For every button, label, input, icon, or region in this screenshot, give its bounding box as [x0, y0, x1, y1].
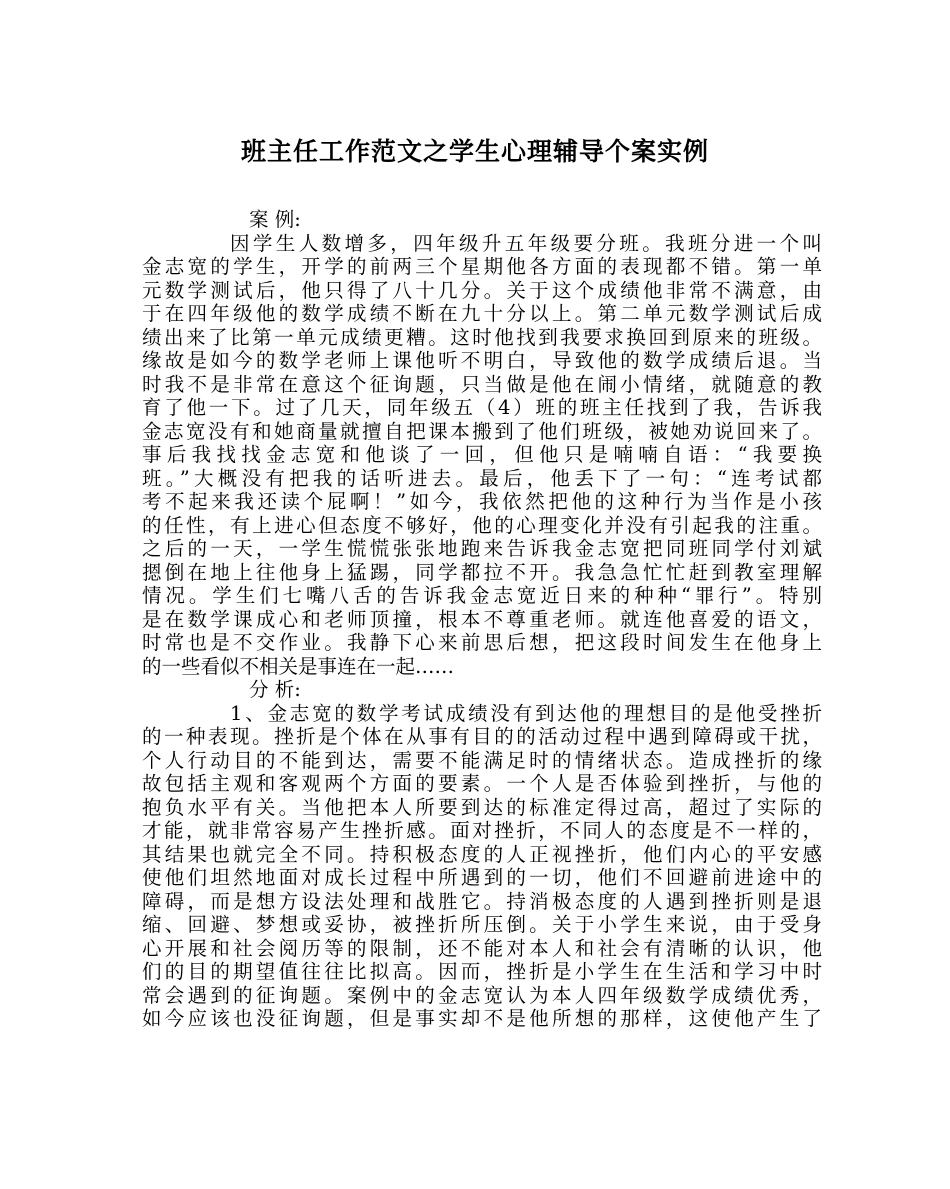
- text-line: 心开展和社会阅历等的限制，还不能对本人和社会有清晰的认识，他: [142, 936, 822, 960]
- text-line: 元数学测试后，他只得了八十几分。关于这个成绩他非常不满意，由: [142, 278, 822, 302]
- text-line: 绩出来了比第一单元成绩更糟。这时他找到我要求换回到原来的班级。: [142, 325, 822, 349]
- text-line: 时我不是非常在意这个征询题，只当做是他在闹小情绪，就随意的教: [142, 372, 822, 396]
- text-line: 障碍，而是想方设法处理和战胜它。持消极态度的人遇到挫折则是退: [142, 889, 822, 913]
- text-line: 使他们坦然地面对成长过程中所遇到的一切，他们不回避前进途中的: [142, 866, 822, 889]
- text-line: 金志宽的学生，开学的前两三个星期他各方面的表现都不错。第一单: [142, 255, 822, 278]
- text-line: 因学生人数增多，四年级升五年级要分班。我班分进一个叫: [230, 231, 822, 255]
- document-body: [142, 208, 822, 1031]
- analysis-paragraph: [142, 702, 822, 1031]
- text-line: 考不起来我还读个屁啊！”如今，我依然把他的这种行为当作是小孩: [142, 490, 822, 513]
- text-line: 于在四年级他的数学成绩不断在九十分以上。第二单元数学测试后成: [142, 302, 822, 325]
- text-line: 育了他一下。过了几天，同年级五（4）班的班主任找到了我，告诉我: [142, 396, 822, 419]
- text-line: 其结果也就完全不同。持积极态度的人正视挫折，他们内心的平安感: [142, 842, 822, 866]
- text-line: 的一种表现。挫折是个体在从事有目的的活动过程中遇到障碍或干扰，: [142, 725, 822, 748]
- text-line: 时常也是不交作业。我静下心来前思后想，把这段时间发生在他身上: [142, 631, 822, 654]
- text-line: 班。”大概没有把我的话听进去。最后，他丢下了一句：“连考试都: [142, 466, 822, 490]
- text-line: 个人行动目的不能到达，需要不能满足时的情绪状态。造成挫折的缘: [142, 748, 822, 772]
- text-line: 的一些看似不相关是事连在一起……: [142, 654, 455, 678]
- text-line: 摁倒在地上往他身上猛踢，同学都拉不开。我急急忙忙赶到教室理解: [142, 560, 822, 584]
- text-line: 的任性，有上进心但态度不够好，他的心理变化并没有引起我的注重。: [142, 513, 822, 537]
- case-paragraph: [142, 232, 822, 679]
- text-line: 情况。学生们七嘴八舌的告诉我金志宽近日来的种种“罪行”。特别: [142, 584, 822, 607]
- text-line: 如今应该也没征询题，但是事实却不是他所想的那样，这使他产生了: [142, 1007, 822, 1030]
- text-line: 是在数学课成心和老师顶撞，根本不尊重老师。就连他喜爱的语文，: [142, 607, 822, 631]
- text-line: 金志宽没有和她商量就擅自把课本搬到了他们班级，被她劝说回来了。: [142, 419, 822, 443]
- case-heading: 案 例:: [249, 208, 301, 231]
- text-line: 们的目的期望值往往比拟高。因而，挫折是小学生在生活和学习中时: [142, 960, 822, 983]
- text-line: 抱负水平有关。当他把本人所要到达的标准定得过高，超过了实际的: [142, 795, 822, 819]
- text-line: 才能，就非常容易产生挫折感。面对挫折，不同人的态度是不一样的，: [142, 819, 822, 842]
- text-line: 常会遇到的征询题。案例中的金志宽认为本人四年级数学成绩优秀，: [142, 983, 822, 1007]
- analysis-heading: 分 析:: [249, 678, 301, 701]
- text-line: 故包括主观和客观两个方面的要素。一个人是否体验到挫折，与他的: [142, 772, 822, 795]
- text-line: 事后我找找金志宽和他谈了一回，但他只是喃喃自语：“我要换: [142, 443, 822, 466]
- text-line: 之后的一天，一学生慌慌张张地跑来告诉我金志宽把同班同学付刘斌: [142, 537, 822, 560]
- text-line: 缘故是如今的数学老师上课他听不明白，导致他的数学成绩后退。当: [142, 349, 822, 372]
- document-title: 班主任工作范文之学生心理辅导个案实例: [240, 137, 709, 166]
- text-line: 1、金志宽的数学考试成绩没有到达他的理想目的是他受挫折: [230, 701, 822, 725]
- text-line: 缩、回避、梦想或妥协，被挫折所压倒。关于小学生来说，由于受身: [142, 913, 822, 936]
